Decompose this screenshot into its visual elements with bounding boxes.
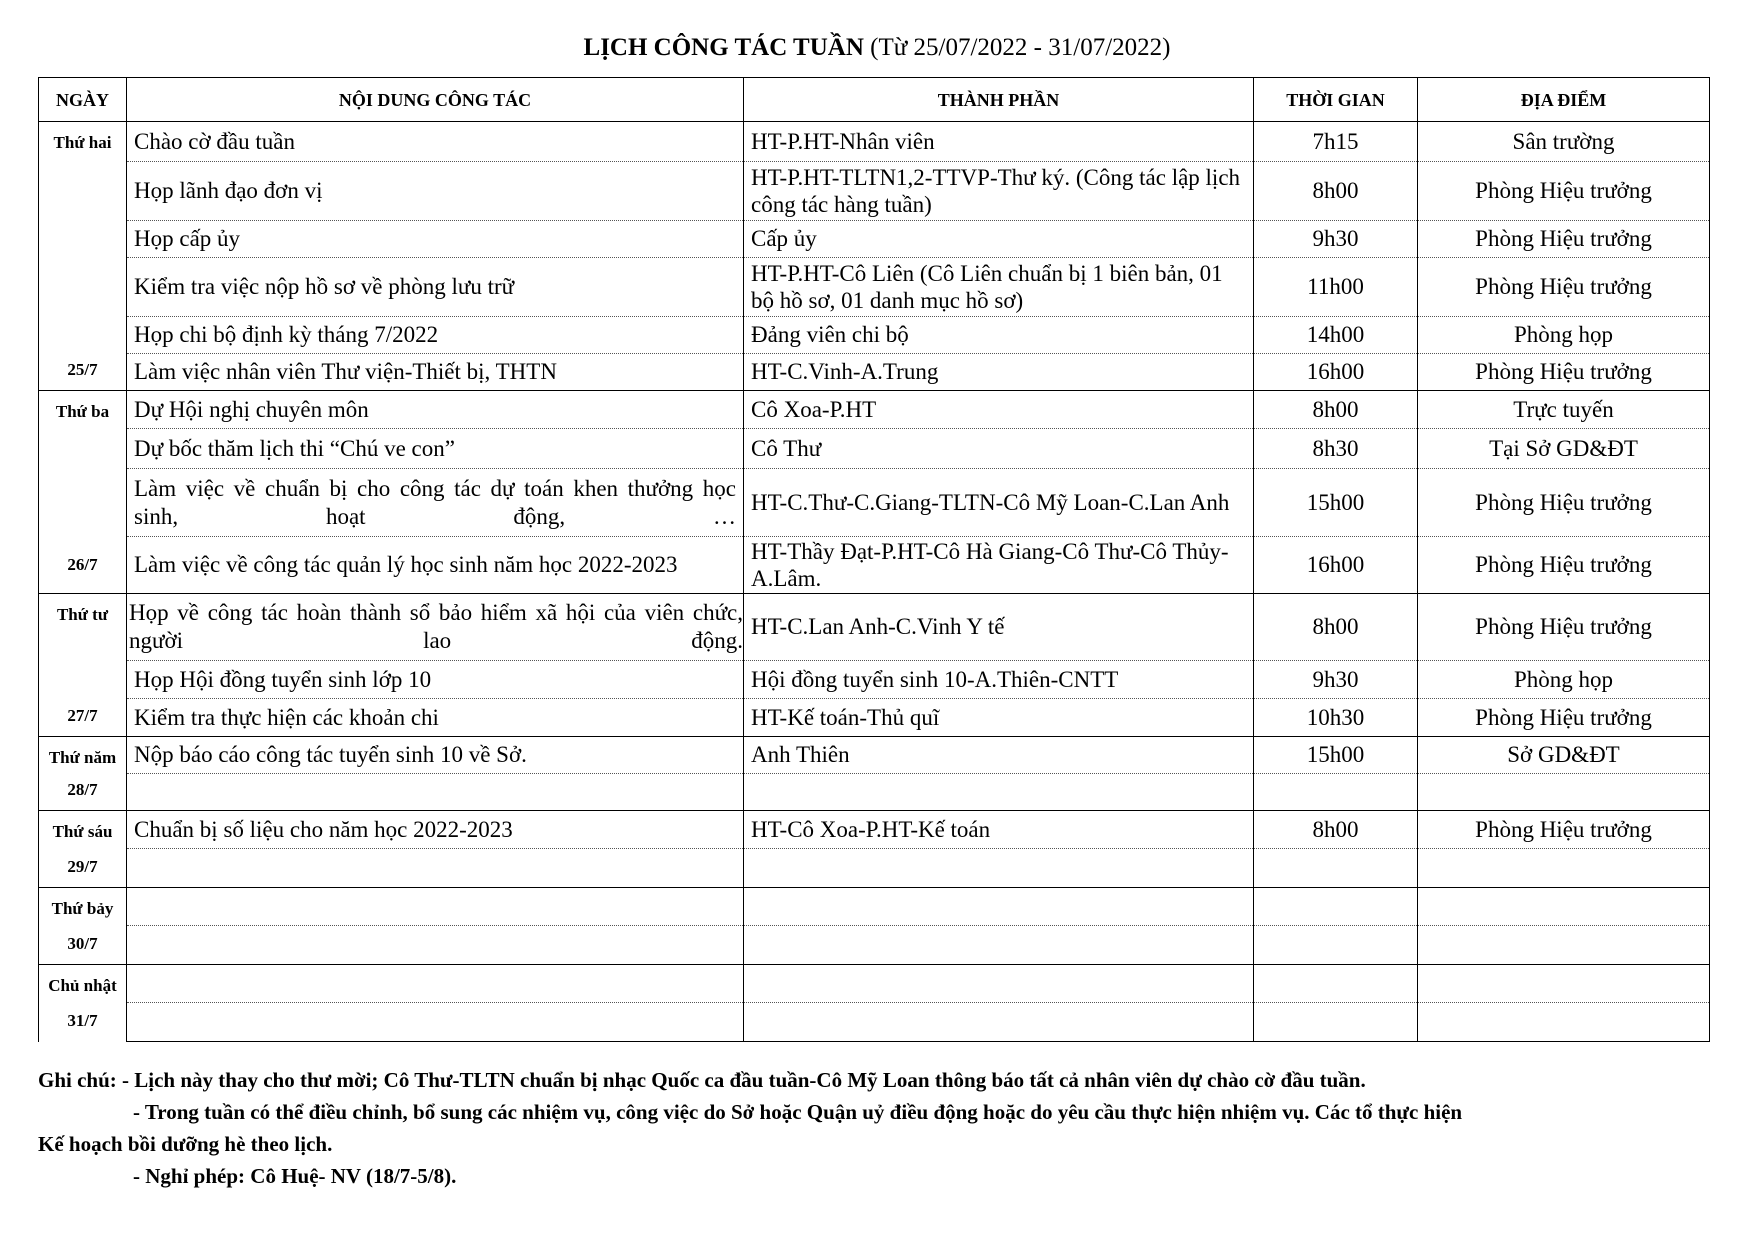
members-cell (744, 774, 1254, 811)
table-row (39, 162, 1710, 221)
day-cell (39, 122, 127, 391)
time-cell: 9h30 (1254, 661, 1418, 699)
members-cell: Cô Xoa-P.HT (744, 391, 1254, 429)
day-cell (39, 594, 127, 737)
time-cell: 11h00 (1254, 258, 1418, 317)
place-cell: Phòng họp (1418, 317, 1710, 354)
time-cell (1254, 965, 1418, 1003)
table-row (39, 391, 1710, 429)
time-cell (1254, 926, 1418, 965)
members-cell: HT-P.HT-TLTN1,2-TTVP-Thư ký. (Công tác lập lịch công tác hàng tuần) (744, 162, 1254, 221)
members-cell: HT-C.Thư-C.Giang-TLTN-Cô Mỹ Loan-C.Lan Anh (744, 469, 1254, 537)
content-cell: Chào cờ đầu tuần (127, 122, 744, 162)
members-cell: HT-P.HT-Nhân viên (744, 122, 1254, 162)
content-cell (127, 888, 744, 926)
place-cell: Phòng Hiệu trưởng (1418, 811, 1710, 849)
place-cell: Phòng Hiệu trưởng (1418, 699, 1710, 737)
day-name: Chủ nhật (48, 976, 117, 995)
day-group (41, 122, 124, 387)
day-group (41, 811, 124, 884)
table-row (39, 849, 1710, 888)
table-row (39, 699, 1710, 737)
table-row (39, 926, 1710, 965)
day-date: 31/7 (67, 1011, 98, 1030)
content-cell: Họp lãnh đạo đơn vị (127, 162, 744, 221)
time-cell (1254, 888, 1418, 926)
members-cell (744, 926, 1254, 965)
place-cell: Phòng Hiệu trưởng (1418, 162, 1710, 221)
place-cell (1418, 849, 1710, 888)
day-cell (39, 811, 127, 888)
members-cell: Anh Thiên (744, 737, 1254, 774)
day-name: Thứ hai (53, 133, 112, 152)
time-cell: 15h00 (1254, 737, 1418, 774)
content-cell: Làm việc về công tác quản lý học sinh năm học 2022-2023 (127, 537, 744, 594)
members-cell: Hội đồng tuyển sinh 10-A.Thiên-CNTT (744, 661, 1254, 699)
time-cell: 10h30 (1254, 699, 1418, 737)
time-cell: 16h00 (1254, 537, 1418, 594)
note-line-1: Ghi chú: - Lịch này thay cho thư mời; Cô Thư-TLTN chuẩn bị nhạc Quốc ca đầu tuần-Cô Mỹ Loan thông báo tất cả nhân viên dự chào cờ đầu tuần. (38, 1068, 1366, 1092)
day-date: 26/7 (67, 555, 98, 574)
table-row (39, 258, 1710, 317)
day-date: 28/7 (67, 780, 98, 799)
table-row (39, 661, 1710, 699)
day-group (41, 594, 124, 733)
day-date: 30/7 (67, 934, 98, 953)
day-group (41, 965, 124, 1038)
day-date: 29/7 (67, 857, 98, 876)
members-cell: HT-C.Lan Anh-C.Vinh Y tế (744, 594, 1254, 661)
time-cell: 8h00 (1254, 594, 1418, 661)
place-cell (1418, 774, 1710, 811)
schedule-body (39, 122, 1710, 1042)
place-cell: Sở GD&ĐT (1418, 737, 1710, 774)
content-cell: Dự Hội nghị chuyên môn (127, 391, 744, 429)
time-cell (1254, 849, 1418, 888)
day-name: Thứ bảy (51, 899, 114, 918)
members-cell: HT-Cô Xoa-P.HT-Kế toán (744, 811, 1254, 849)
content-cell: Kiểm tra thực hiện các khoản chi (127, 699, 744, 737)
header-place: ĐỊA ĐIỂM (1418, 78, 1710, 122)
members-cell: Cô Thư (744, 429, 1254, 469)
content-cell: Họp về công tác hoàn thành sổ bảo hiểm xã hội của viên chức, người lao động. (127, 594, 744, 661)
schedule-table (38, 77, 1710, 1042)
table-row (39, 537, 1710, 594)
content-cell: Làm việc nhân viên Thư viện-Thiết bị, THTN (127, 354, 744, 391)
header-row (39, 78, 1710, 122)
content-cell: Kiểm tra việc nộp hồ sơ về phòng lưu trữ (127, 258, 744, 317)
day-group (41, 888, 124, 961)
content-cell: Chuẩn bị số liệu cho năm học 2022-2023 (127, 811, 744, 849)
place-cell (1418, 965, 1710, 1003)
members-cell (744, 849, 1254, 888)
place-cell (1418, 1003, 1710, 1042)
time-cell (1254, 774, 1418, 811)
time-cell (1254, 1003, 1418, 1042)
place-cell: Phòng Hiệu trưởng (1418, 221, 1710, 258)
place-cell: Phòng Hiệu trưởng (1418, 354, 1710, 391)
content-cell: Họp chi bộ định kỳ tháng 7/2022 (127, 317, 744, 354)
members-cell (744, 965, 1254, 1003)
place-cell: Phòng Hiệu trưởng (1418, 537, 1710, 594)
place-cell: Phòng Hiệu trưởng (1418, 594, 1710, 661)
table-row (39, 811, 1710, 849)
table-row (39, 1003, 1710, 1042)
content-cell: Dự bốc thăm lịch thi “Chú ve con” (127, 429, 744, 469)
table-row (39, 965, 1710, 1003)
members-cell: Đảng viên chi bộ (744, 317, 1254, 354)
place-cell: Trực tuyến (1418, 391, 1710, 429)
content-cell (127, 849, 744, 888)
members-cell (744, 1003, 1254, 1042)
page-title (0, 33, 1754, 63)
members-cell: Cấp ủy (744, 221, 1254, 258)
table-row (39, 594, 1710, 661)
table-row (39, 888, 1710, 926)
day-date: 27/7 (67, 706, 98, 725)
content-cell (127, 965, 744, 1003)
time-cell: 8h00 (1254, 162, 1418, 221)
day-cell (39, 737, 127, 811)
day-name: Thứ tư (56, 605, 109, 624)
content-cell (127, 1003, 744, 1042)
title-range: (Từ 25/07/2022 - 31/07/2022) (870, 34, 1171, 61)
time-cell: 8h00 (1254, 391, 1418, 429)
members-cell: HT-Thầy Đạt-P.HT-Cô Hà Giang-Cô Thư-Cô Thủy-A.Lâm. (744, 537, 1254, 594)
place-cell: Phòng Hiệu trưởng (1418, 258, 1710, 317)
table-row (39, 317, 1710, 354)
content-cell: Làm việc về chuẩn bị cho công tác dự toán khen thưởng học sinh, hoạt động, … (127, 469, 744, 537)
day-date: 25/7 (67, 360, 98, 379)
place-cell (1418, 888, 1710, 926)
place-cell: Sân trường (1418, 122, 1710, 162)
time-cell: 7h15 (1254, 122, 1418, 162)
members-cell: HT-Kế toán-Thủ quĩ (744, 699, 1254, 737)
header-content: NỘI DUNG CÔNG TÁC (127, 78, 744, 122)
header-day: NGÀY (39, 78, 127, 122)
notes (38, 1064, 1728, 1192)
header-members: THÀNH PHẦN (744, 78, 1254, 122)
note-line-2: - Trong tuần có thể điều chỉnh, bổ sung các nhiệm vụ, công việc do Sở hoặc Quận uỷ điều động hoặc do yêu cầu thực hiện nhiệm vụ. Các tổ thực hiện (133, 1100, 1463, 1124)
time-cell: 8h00 (1254, 811, 1418, 849)
content-cell: Họp Hội đồng tuyển sinh lớp 10 (127, 661, 744, 699)
content-cell (127, 774, 744, 811)
day-cell (39, 391, 127, 594)
time-cell: 16h00 (1254, 354, 1418, 391)
members-cell: HT-P.HT-Cô Liên (Cô Liên chuẩn bị 1 biên bản, 01 bộ hồ sơ, 01 danh mục hồ sơ) (744, 258, 1254, 317)
place-cell (1418, 926, 1710, 965)
content-cell: Nộp báo cáo công tác tuyển sinh 10 về Sở. (127, 737, 744, 774)
day-name: Thứ ba (55, 402, 110, 421)
header-time: THỜI GIAN (1254, 78, 1418, 122)
place-cell: Tại Sở GD&ĐT (1418, 429, 1710, 469)
content-cell: Họp cấp ủy (127, 221, 744, 258)
table-row (39, 354, 1710, 391)
table-row (39, 429, 1710, 469)
day-name: Thứ năm (48, 748, 117, 767)
members-cell (744, 888, 1254, 926)
table-row (39, 737, 1710, 774)
place-cell: Phòng họp (1418, 661, 1710, 699)
time-cell: 15h00 (1254, 469, 1418, 537)
time-cell: 9h30 (1254, 221, 1418, 258)
note-line-4: - Nghỉ phép: Cô Huệ- NV (18/7-5/8). (133, 1164, 457, 1188)
time-cell: 14h00 (1254, 317, 1418, 354)
table-row (39, 122, 1710, 162)
content-cell (127, 926, 744, 965)
table-row (39, 221, 1710, 258)
members-cell: HT-C.Vinh-A.Trung (744, 354, 1254, 391)
day-cell (39, 888, 127, 965)
note-line-3: Kế hoạch bồi dưỡng hè theo lịch. (38, 1132, 333, 1156)
day-group (41, 737, 124, 807)
day-cell (39, 965, 127, 1042)
place-cell: Phòng Hiệu trưởng (1418, 469, 1710, 537)
day-name: Thứ sáu (52, 822, 113, 841)
table-row (39, 469, 1710, 537)
table-row (39, 774, 1710, 811)
title-main: LỊCH CÔNG TÁC TUẦN (583, 34, 864, 61)
day-group (41, 391, 124, 590)
time-cell: 8h30 (1254, 429, 1418, 469)
